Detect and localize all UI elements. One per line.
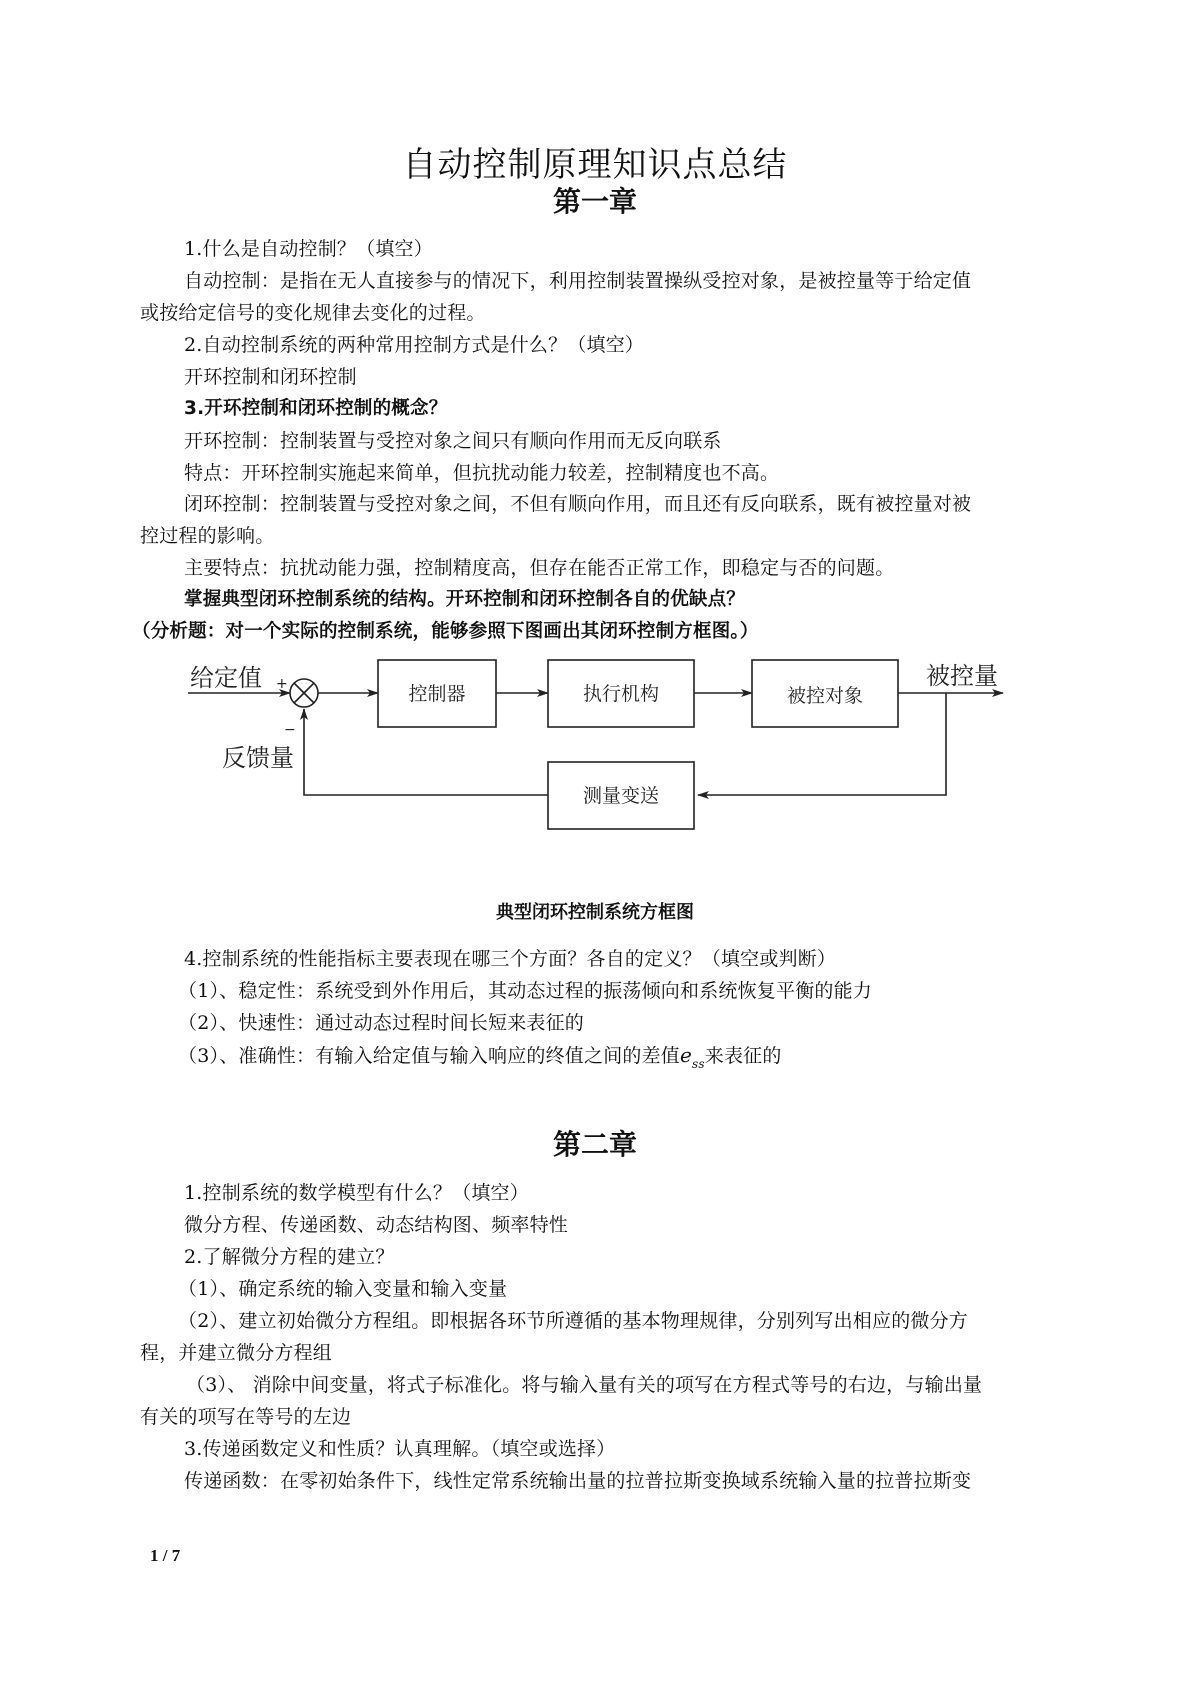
page-indicator: 1 / 7: [150, 1546, 181, 1565]
ch1-answer-1-line-1: 自动控制：是指在无人直接参与的情况下，利用控制装置操纵受控对象，是被控量等于给定值: [184, 270, 972, 292]
plus-sign: +: [276, 676, 288, 692]
chapter-2-heading: 第二章: [552, 1128, 637, 1161]
ch2-answer-2-step-3-line-2: 有关的项写在等号的左边: [140, 1406, 352, 1428]
ch2-answer-1: 微分方程、传递函数、动态结构图、频率特性: [184, 1214, 569, 1236]
plant-label: 被控对象: [786, 685, 864, 707]
actuator-label: 执行机构: [582, 683, 660, 705]
ch2-answer-2-step-1: （1）、确定系统的输入变量和输入变量: [178, 1278, 508, 1300]
input-label: 给定值: [190, 664, 262, 692]
controller-label: 控制器: [408, 683, 466, 705]
ch2-answer-3-line-1: 传递函数：在零初始条件下，线性定常系统输出量的拉普拉斯变换域系统输入量的拉普拉斯变: [184, 1470, 972, 1492]
steady-state-error-subscript: ss: [692, 1057, 705, 1071]
ch1-answer-4-speed: （2）、快速性：通过动态过程时间长短来表征的: [178, 1012, 584, 1034]
emphasis-analysis: （分析题：对一个实际的控制系统，能够参照下图画出其闭环控制方框图。）: [132, 621, 759, 642]
ch2-answer-2-step-2-line-2: 程，并建立微分方程组: [140, 1342, 333, 1364]
closed-loop-definition-line-1: 闭环控制：控制装置与受控对象之间，不但有顺向作用，而且还有反向联系，既有被控量对被: [184, 493, 972, 515]
closed-loop-feature: 主要特点：抗扰动能力强，控制精度高，但存在能否正常工作，即稳定与否的问题。: [184, 557, 895, 579]
feedback-label: 反馈量: [222, 744, 294, 772]
sensor-label: 测量变送: [582, 785, 660, 807]
document-title: 自动控制原理知识点总结: [402, 145, 788, 185]
minus-sign: −: [284, 722, 296, 738]
ch2-question-2: 2.了解微分方程的建立？: [184, 1246, 395, 1268]
diagram-caption: 典型闭环控制系统方框图: [496, 902, 694, 923]
ch1-answer-2: 开环控制和闭环控制: [184, 366, 357, 388]
chapter-1-heading: 第一章: [552, 185, 637, 218]
emphasis-structure: 掌握典型闭环控制系统的结构。开环控制和闭环控制各自的优缺点？: [184, 589, 746, 610]
ch2-question-3: 3.传递函数定义和性质？认真理解。（填空或选择）: [184, 1438, 616, 1460]
ch1-question-1: 1.什么是自动控制？（填空）: [184, 238, 433, 260]
closed-loop-definition-line-2: 控过程的影响。: [140, 525, 275, 547]
ch1-answer-4-stability: （1）、稳定性：系统受到外作用后，其动态过程的振荡倾向和系统恢复平衡的能力: [178, 980, 872, 1002]
accuracy-text-end: 来表征的: [704, 1045, 782, 1067]
closed-loop-block-diagram: [0, 650, 1190, 870]
ch2-answer-2-step-2-line-1: （2）、建立初始微分方程组。即根据各环节所遵循的基本物理规律，分别列写出相应的微分方: [178, 1310, 968, 1332]
ch1-answer-1-line-2: 或按给定信号的变化规律去变化的过程。: [140, 302, 486, 324]
ch2-answer-2-step-3-line-1: （3）、 消除中间变量，将式子标准化。将与输入量有关的项写在方程式等号的右边，与输出量: [186, 1374, 983, 1396]
open-loop-feature: 特点：开环控制实施起来简单，但抗扰动能力较差，控制精度也不高。: [184, 462, 780, 484]
steady-state-error-symbol: e: [680, 1043, 693, 1067]
feedback-return-line: [304, 709, 548, 795]
ch1-answer-4-accuracy: [178, 1043, 782, 1076]
ch1-question-3: 3.开环控制和闭环控制的概念？: [184, 398, 448, 419]
ch2-question-1: 1.控制系统的数学模型有什么？（填空）: [184, 1182, 529, 1204]
output-label: 被控量: [926, 662, 998, 690]
feedback-down-line: [698, 693, 946, 795]
accuracy-text: （3）、准确性：有输入给定值与输入响应的终值之间的差值: [178, 1045, 680, 1067]
ch1-question-2: 2.自动控制系统的两种常用控制方式是什么？（填空）: [184, 334, 645, 356]
ch1-question-4: 4.控制系统的性能指标主要表现在哪三个方面？各自的定义？（填空或判断）: [184, 948, 837, 970]
open-loop-definition: 开环控制：控制装置与受控对象之间只有顺向作用而无反向联系: [184, 430, 722, 452]
